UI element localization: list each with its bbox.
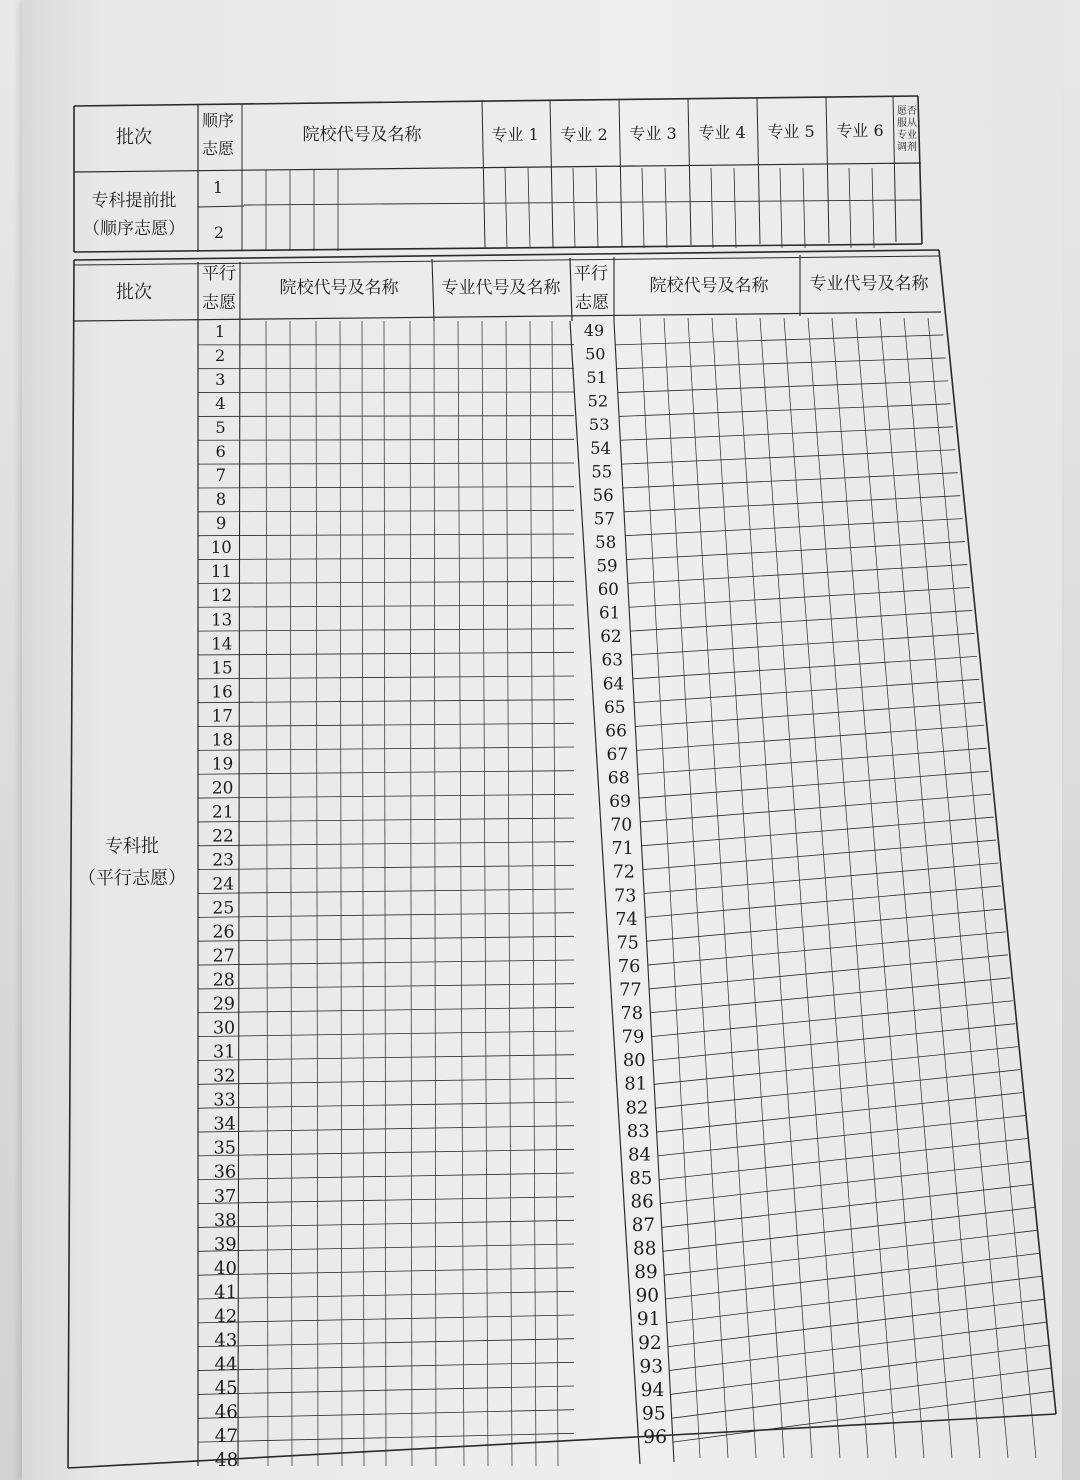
row-number: 48 — [214, 1450, 239, 1471]
row-number: 2 — [215, 346, 226, 366]
row-number: 53 — [588, 415, 610, 435]
row-number: 54 — [590, 438, 611, 458]
right-school-header: 院校代号及名称 — [649, 276, 769, 296]
row-number: 3 — [215, 370, 226, 390]
row-number: 49 — [583, 321, 605, 340]
row-number: 65 — [604, 696, 626, 717]
row-number: 59 — [596, 556, 618, 576]
row-number: 87 — [631, 1215, 656, 1237]
row-number: 41 — [214, 1281, 238, 1303]
row-number: 28 — [212, 970, 235, 991]
row-number: 29 — [212, 994, 235, 1015]
parallel-header-line1: 平行 — [202, 264, 236, 284]
adjust-header-2: 服从 — [897, 118, 917, 129]
right-parallel-header-line1: 平行 — [574, 264, 608, 284]
row-number: 86 — [630, 1191, 654, 1213]
row-number: 58 — [595, 532, 617, 552]
left-row-numbers — [211, 322, 238, 1471]
row-number: 22 — [212, 826, 234, 847]
section1-order-header-line1: 顺序 — [201, 111, 235, 130]
row-number: 20 — [211, 777, 234, 798]
row-number: 89 — [634, 1262, 658, 1284]
major-3-header: 专业 3 — [629, 124, 677, 143]
row-number: 95 — [641, 1403, 666, 1425]
row-number: 57 — [593, 509, 615, 529]
right-major-header: 专业代号及名称 — [809, 274, 929, 294]
row-number: 43 — [214, 1329, 238, 1351]
row-number: 66 — [605, 721, 627, 742]
row-number: 21 — [211, 802, 234, 823]
row-number: 88 — [633, 1238, 657, 1260]
row-number: 30 — [212, 1018, 236, 1039]
row-number: 70 — [610, 815, 633, 836]
left-school-header: 院校代号及名称 — [279, 278, 399, 298]
row-number: 44 — [214, 1353, 238, 1375]
row-number: 61 — [598, 602, 621, 623]
row-number: 67 — [606, 744, 629, 765]
row-number: 91 — [636, 1309, 661, 1331]
row-number: 13 — [211, 610, 233, 630]
row-number: 82 — [625, 1097, 649, 1119]
row-number: 92 — [638, 1332, 662, 1354]
row-number: 27 — [212, 946, 235, 967]
row-number: 16 — [211, 681, 233, 702]
major-2-header: 专业 2 — [560, 125, 608, 144]
early-row-number: 1 — [212, 178, 224, 197]
row-number: 52 — [587, 391, 609, 411]
section1-batch-header: 批次 — [116, 127, 152, 148]
row-number: 14 — [211, 634, 233, 654]
adjust-header-1: 愿否 — [897, 106, 917, 117]
row-number: 76 — [617, 956, 641, 977]
row-number: 42 — [214, 1305, 238, 1327]
row-number: 6 — [215, 442, 226, 462]
row-number: 32 — [213, 1066, 236, 1087]
row-number: 15 — [211, 657, 233, 678]
college-batch-sublabel: （平行志愿） — [78, 868, 186, 889]
row-number: 63 — [601, 649, 623, 670]
row-number: 60 — [597, 580, 619, 600]
row-number: 5 — [215, 418, 226, 438]
row-number: 94 — [640, 1379, 665, 1401]
right-row-numbers — [584, 321, 667, 1448]
row-number: 47 — [214, 1425, 239, 1447]
row-number: 19 — [211, 753, 234, 774]
row-number: 83 — [626, 1120, 650, 1142]
row-number: 37 — [213, 1185, 237, 1207]
row-number: 40 — [214, 1257, 237, 1279]
section1-school-header: 院校代号及名称 — [302, 125, 422, 145]
row-number: 18 — [211, 729, 234, 750]
right-parallel-header-line2: 志愿 — [575, 293, 609, 313]
row-number: 73 — [614, 886, 637, 907]
row-number: 31 — [213, 1042, 236, 1063]
row-number: 64 — [602, 673, 625, 694]
row-number: 93 — [639, 1356, 664, 1378]
row-number: 90 — [635, 1285, 660, 1307]
row-number: 10 — [210, 538, 232, 558]
row-number: 51 — [586, 368, 607, 388]
major-4-header: 专业 4 — [698, 123, 746, 142]
row-number: 46 — [214, 1401, 238, 1423]
row-number: 68 — [607, 768, 630, 789]
college-batch-label: 专科批 — [105, 836, 159, 857]
row-number: 8 — [215, 490, 227, 510]
row-number: 24 — [212, 874, 235, 895]
row-number: 33 — [213, 1090, 236, 1111]
row-number: 23 — [212, 850, 234, 871]
row-number: 75 — [616, 933, 639, 954]
row-number: 78 — [620, 1004, 643, 1025]
section1-order-header-line2: 志愿 — [201, 139, 235, 158]
row-number: 7 — [215, 466, 227, 486]
row-number: 35 — [213, 1138, 237, 1159]
row-number: 69 — [609, 792, 631, 813]
row-number: 74 — [615, 909, 638, 930]
adjust-header-4: 调剂 — [897, 142, 917, 153]
row-number: 50 — [585, 344, 606, 364]
row-number: 77 — [619, 980, 642, 1001]
early-batch-sublabel: （顺序志愿） — [83, 219, 185, 239]
row-number: 80 — [622, 1050, 646, 1072]
early-batch-label: 专科提前批 — [91, 191, 177, 211]
row-number: 38 — [213, 1209, 237, 1231]
parallel-header-line2: 志愿 — [202, 293, 236, 313]
row-number: 96 — [643, 1427, 668, 1448]
row-number: 39 — [213, 1233, 237, 1255]
row-number: 26 — [212, 922, 235, 943]
major-5-header: 专业 5 — [767, 122, 815, 141]
section2-batch-header: 批次 — [116, 282, 152, 303]
left-major-header: 专业代号及名称 — [441, 278, 561, 298]
row-number: 9 — [215, 514, 227, 534]
row-number: 84 — [627, 1144, 652, 1166]
row-number: 11 — [210, 562, 232, 582]
row-number: 12 — [211, 586, 233, 606]
row-number: 45 — [214, 1377, 238, 1399]
row-number: 25 — [212, 898, 235, 919]
adjust-header-3: 专业 — [897, 130, 917, 141]
row-number: 4 — [215, 394, 226, 414]
row-number: 81 — [624, 1073, 647, 1095]
row-number: 1 — [214, 322, 226, 341]
row-number: 56 — [592, 485, 614, 505]
row-number: 62 — [600, 626, 622, 647]
row-number: 36 — [213, 1162, 237, 1183]
major-6-header: 专业 6 — [836, 121, 884, 140]
row-number: 79 — [621, 1026, 645, 1048]
early-row-number: 2 — [213, 223, 225, 242]
major-1-header: 专业 1 — [491, 125, 539, 144]
row-number: 17 — [211, 705, 233, 726]
row-number: 55 — [591, 462, 613, 482]
row-number: 34 — [213, 1114, 236, 1135]
row-number: 85 — [629, 1167, 653, 1189]
row-number: 71 — [611, 839, 634, 860]
row-number: 72 — [612, 862, 635, 883]
